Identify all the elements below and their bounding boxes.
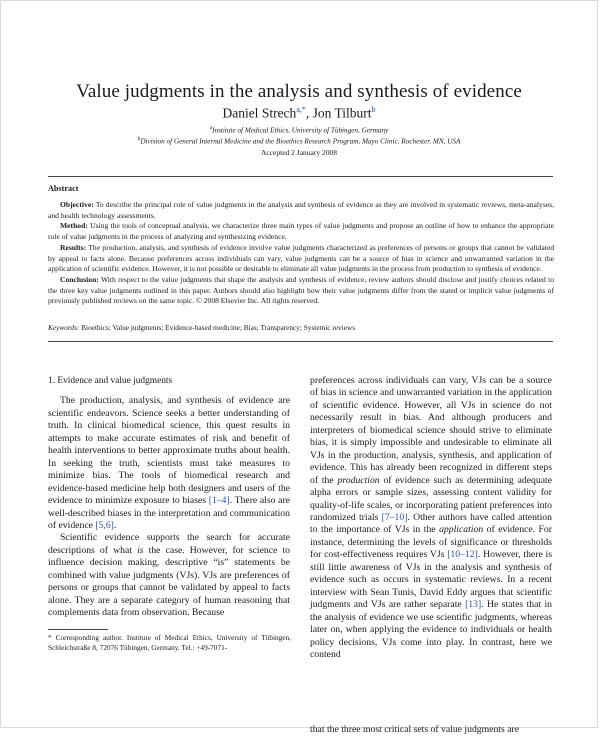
body-text: . Other authors have called attention to the importance of VJs in the	[310, 511, 552, 536]
footnote	[48, 633, 291, 653]
affiliation-text: Division of General Internal Medicine and the Bioethics Research Program, Mayo Clinic, Rochester, MN, USA	[140, 137, 461, 146]
body-text: .	[113, 519, 117, 531]
right-column	[310, 375, 552, 661]
abstract-label: Results:	[60, 242, 87, 252]
paper-title: Value judgments in the analysis and synthesis of evidence	[76, 81, 522, 102]
abstract-heading: Abstract	[48, 184, 79, 193]
keywords-line	[48, 323, 554, 332]
author-marks[interactable]: a,*	[296, 105, 306, 114]
author-separator: ,	[305, 105, 313, 121]
copyright-notice: © 2008 Elsevier Inc. All rights reserved.	[194, 296, 320, 306]
accepted-date: Accepted 2 January 2008	[260, 148, 337, 157]
abstract-results	[48, 243, 554, 275]
emphasis: application	[439, 524, 484, 536]
abstract-text: To describe the principal role of value judgments in the analysis and synthesis of evidence as they are involved in systematic reviews, meta-analyses, and health technology assessments.	[48, 200, 554, 220]
emphasis: production	[337, 474, 380, 486]
author-marks[interactable]: b	[371, 105, 376, 114]
body-paragraph	[48, 532, 290, 619]
left-column	[48, 375, 290, 620]
abstract-label: Objective:	[60, 200, 94, 209]
divider	[48, 176, 553, 177]
abstract-label: Method:	[60, 221, 88, 231]
body-text: Scientific evidence supports the search for accurate descriptions of what	[48, 532, 290, 556]
abstract-text: Using the tools of conceptual analysis, we characterize three main types of value judgments and propose an outline of how to enhance the appropriate role of value judgments in the process of analyzing and synthesizing evidence.	[48, 221, 554, 242]
body-text: of evidence. For instance, determining the levels of significance or thresholds for cost-effectiveness requires VJs	[310, 524, 552, 561]
body-text: . However, there is still little awareness of VJs in the analysis and synthesis of evidence such as occurs in systematic reviews. In a recent interview with Sean Tunis, David Eddy argues that scientific judgments and VJs are rather separate	[310, 549, 552, 611]
keywords-text: Bioethics; Value judgments; Evidence-based medicine; Bias; Transparency; Systemic reviews	[79, 323, 356, 332]
author-name: Jon Tilburt	[312, 105, 372, 121]
citation-link[interactable]: [10–12]	[447, 549, 478, 561]
footnote-text: Corresponding author. Institute of Medical Ethics, University of Tübingen, Schleichstraße 8, 72076 Tübingen, Germany. Tel.: +49-7071-	[48, 633, 291, 653]
section-heading: 1. Evidence and value judgments	[48, 376, 173, 386]
body-paragraph	[310, 375, 552, 661]
body-text: . He states that in the analysis of evidence we use scientific judgments, whereas later on, when applying the evidence to individuals or health policy decisions, VJs come into play. In contrast, here we contend	[310, 599, 552, 660]
affiliation-mark: a	[209, 125, 213, 131]
body-text: preferences across individuals can vary, VJs can be a source of bias in science and unwarranted variation in the application of scientific evidence. However, all VJs in science do not necessarily result in bias. And although producers and interpreters of biomedical science should strive to eliminate bias, it is simply impossible and undesirable to eliminate all VJs in the production, analysis, synthesis, and application of evidence. This has already been recognized in different steps of the	[310, 375, 552, 486]
affiliation-mark: b	[137, 136, 141, 142]
author-name: Daniel Strech	[222, 105, 297, 121]
body-text: The production, analysis, and synthesis of evidence are scientific endeavors. Science seeks a better understanding of truth. In clinical biomedical science, this quest results in attempts to make accurate estimates of risk and benefit of health interventions to better approximate truths about health. In seeking the truth, scientists must take measures to minimize bias. The tools of biomedical research and evidence-based medicine help both designers and users of the evidence to minimize exposure to biases	[48, 395, 290, 507]
citation-link[interactable]: [1–4]	[208, 495, 230, 507]
emphasis: is	[137, 544, 144, 556]
affiliation	[1, 125, 597, 134]
affiliation-text: Institute of Medical Ethics, University of Tübingen, Germany	[212, 126, 389, 135]
body-text: . There also are well-described biases in the interpretation and communication of evidence	[48, 495, 291, 531]
abstract-method	[48, 221, 554, 242]
author-line	[1, 105, 597, 122]
body-text: of evidence such as determining adequate alpha errors or sample sizes, assessing content validity for quality-of-life scales, or incorporating patient preferences into randomized trials	[310, 474, 552, 523]
abstract-text: With respect to the value judgments that shape the analysis and synthesis of evidence, review authors should disclose and justify choices related to the three key value judgments outlined in this paper. Authors should also highlight how their value judgments differ from the stated or implicit value judgments of previously published reviews on the same topic.	[48, 274, 554, 306]
divider	[48, 341, 553, 342]
citation-link[interactable]: [5,6]	[95, 519, 114, 531]
abstract-conclusion	[48, 275, 554, 307]
citation-link[interactable]: [13]	[465, 599, 482, 611]
abstract-body	[48, 200, 554, 307]
footnote-mark: *	[48, 633, 52, 642]
keywords-label: Keywords:	[48, 323, 80, 332]
affiliation	[1, 136, 597, 145]
abstract-label: Conclusion:	[60, 274, 99, 284]
body-text: the case. However, for science to influence decision making, descriptive “is” statements be combined with value judgments (VJs). VJs are preferences of persons or groups that cannot be validated by appeal to facts alone. They are a separate category of human reasoning that complements data from observation. Because	[48, 544, 290, 619]
abstract-text: The production, analysis, and synthesis of evidence involve value judgments characterized as preferences of persons or groups that cannot be validated by appeal to facts alone. Because preferences across individuals can vary, value judgments can be a source of bias in science and unwarranted variation in the application of scientific evidence. However, it is not possible or desirable to eliminate all value judgments in the process from production to synthesis of evidence.	[48, 242, 554, 274]
abstract-objective	[48, 200, 554, 221]
citation-link[interactable]: [7–10]	[381, 511, 408, 523]
body-paragraph	[48, 395, 290, 532]
truncated-line: that the three most critical sets of value judgments are	[310, 724, 520, 735]
footnote-divider	[48, 629, 108, 630]
